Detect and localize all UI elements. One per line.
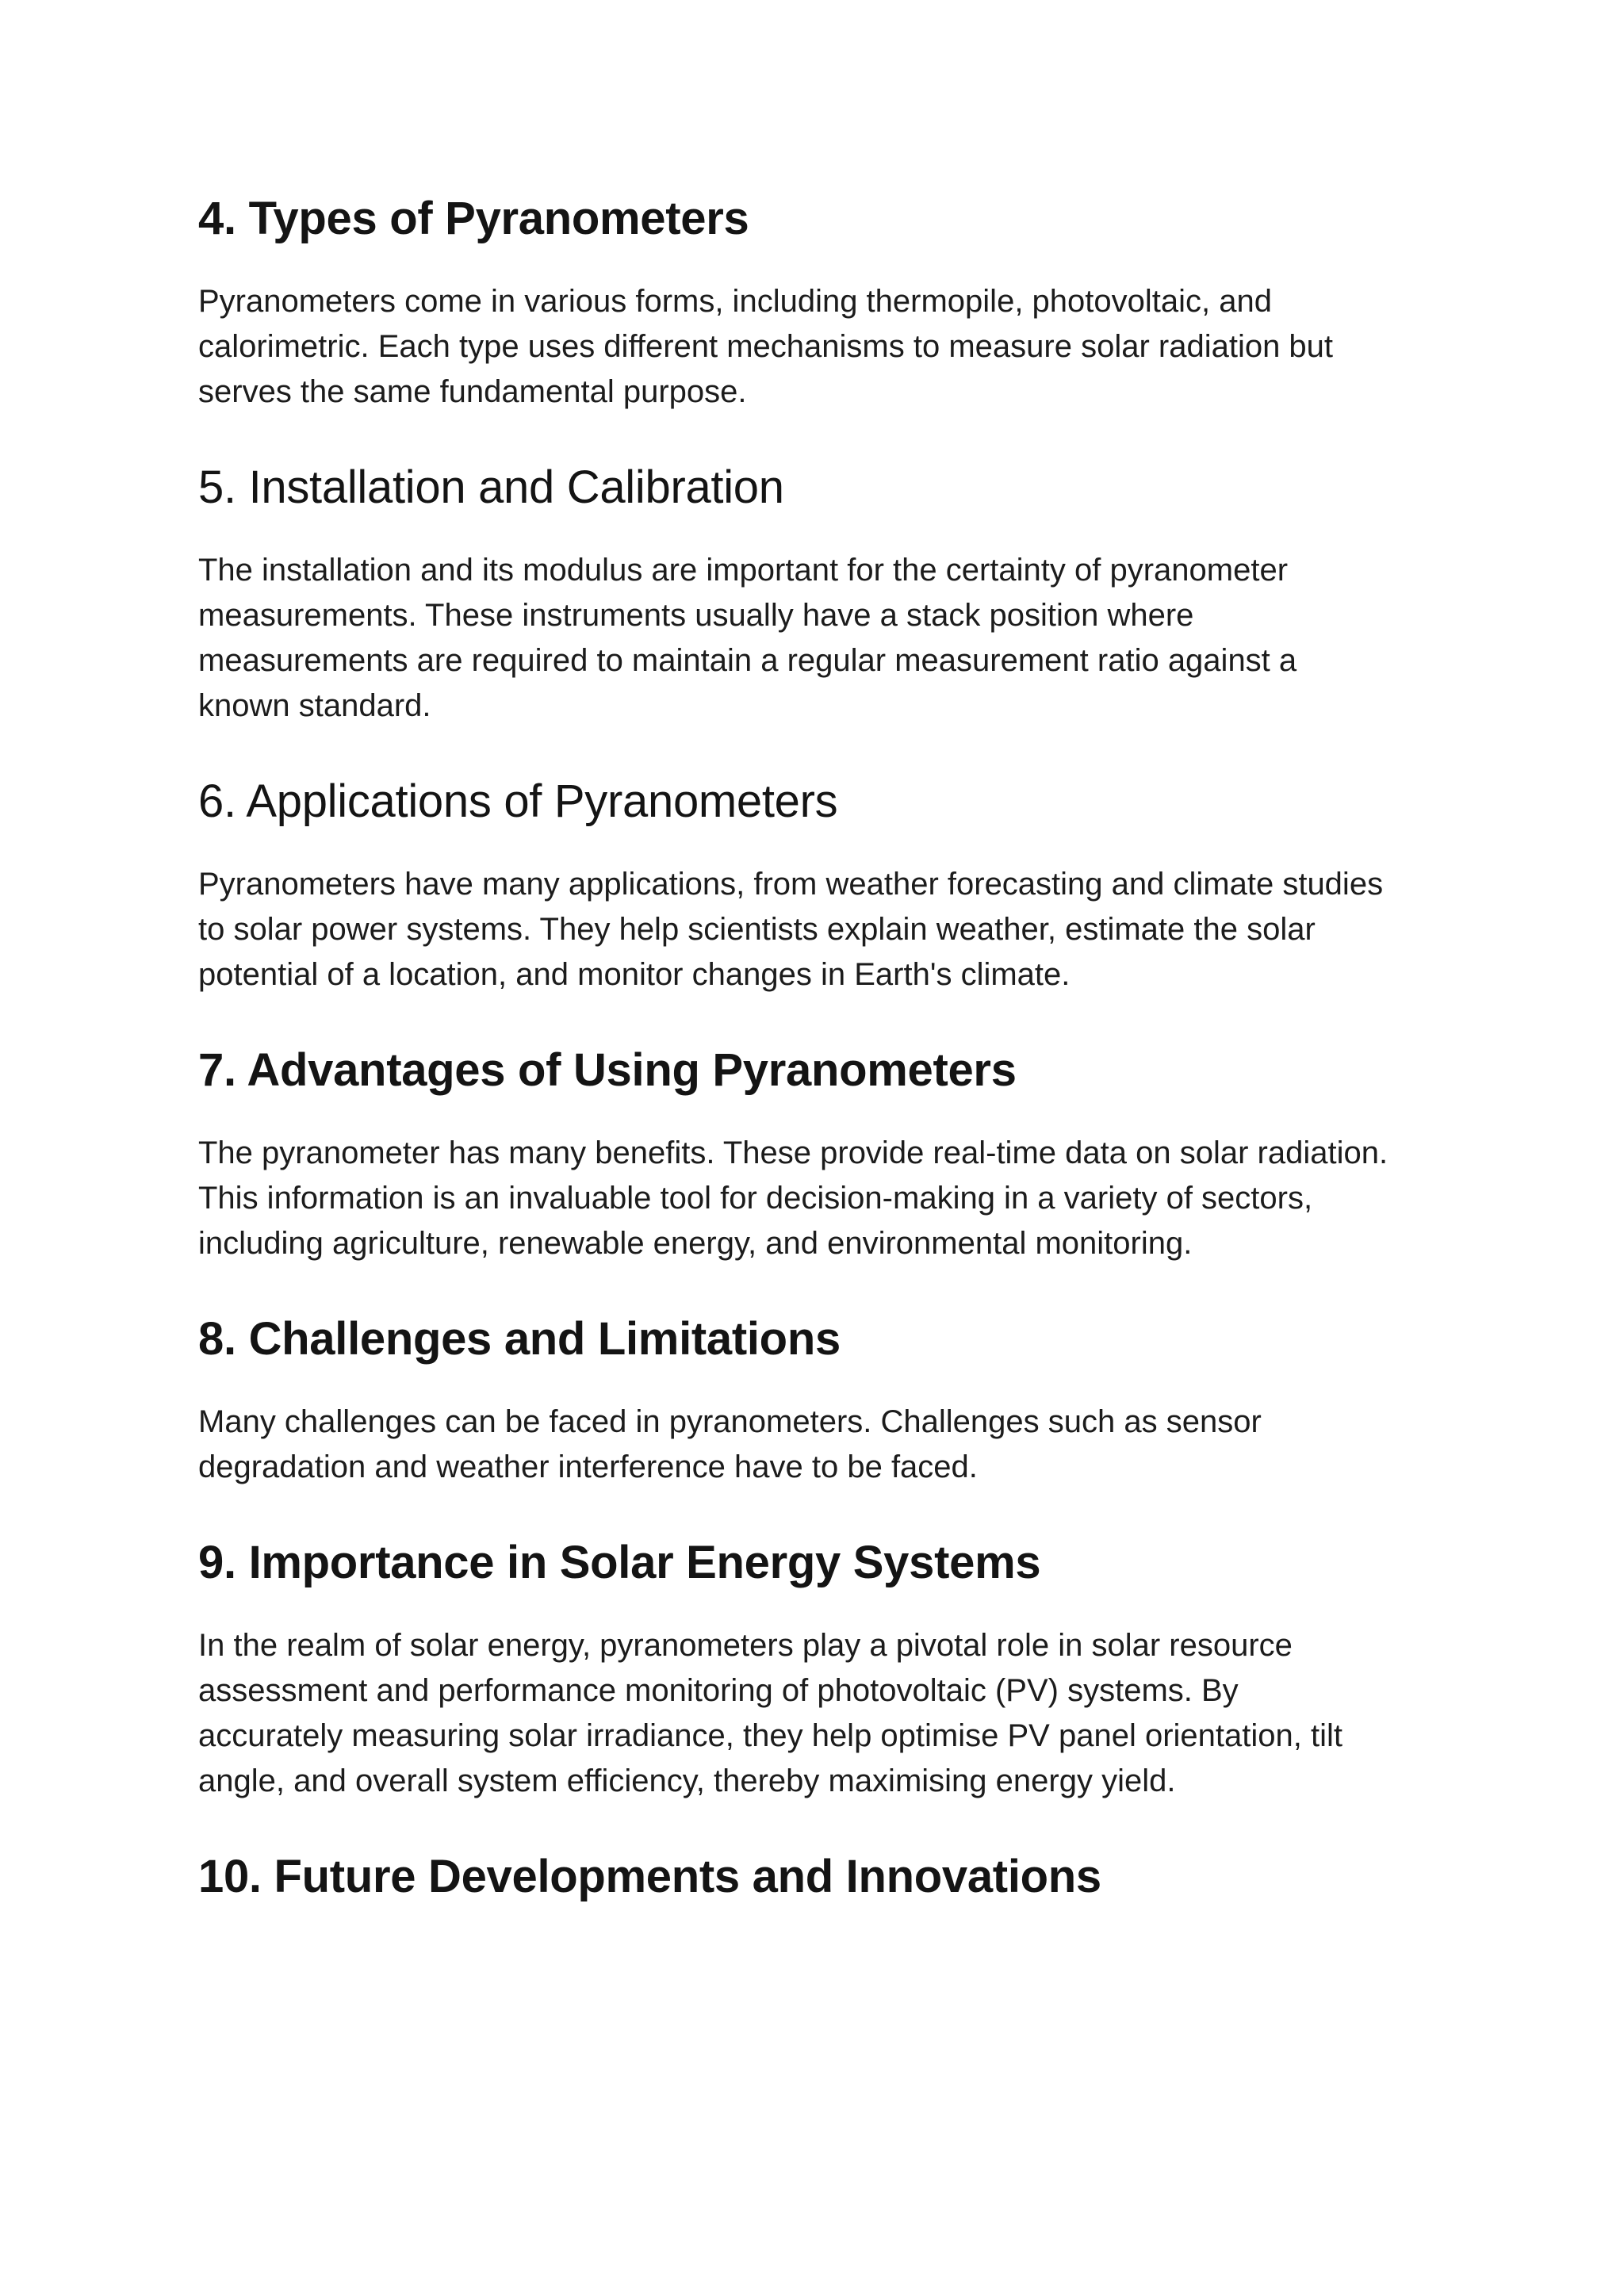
section-importance-in-solar-energy-systems	[198, 1534, 1451, 1804]
paragraph-line: accurately measuring solar irradiance, they help optimise PV panel orientation, tilt	[198, 1718, 1342, 1753]
paragraph-line: The installation and its modulus are important for the certainty of pyranometer	[198, 553, 1289, 588]
section-heading: 5. Installation and Calibration	[198, 461, 784, 513]
paragraph-line: Pyranometers have many applications, from weather forecasting and climate studies	[198, 867, 1384, 902]
section-applications-of-pyranometers	[198, 773, 1451, 998]
section-paragraph	[198, 279, 1451, 415]
section-heading: 7. Advantages of Using Pyranometers	[198, 1044, 1017, 1096]
section-advantages-of-using-pyranometers	[198, 1042, 1451, 1266]
section-installation-and-calibration	[198, 459, 1451, 729]
paragraph-line: angle, and overall system efficiency, thereby maximising energy yield.	[198, 1764, 1176, 1798]
paragraph-line: assessment and performance monitoring of photovoltaic (PV) systems. By	[198, 1673, 1239, 1708]
paragraph-line: In the realm of solar energy, pyranometers play a pivotal role in solar resource	[198, 1628, 1293, 1663]
paragraph-line: potential of a location, and monitor changes in Earth's climate.	[198, 957, 1071, 992]
section-types-of-pyranometers	[198, 190, 1451, 415]
paragraph-line: to solar power systems. They help scientists explain weather, estimate the solar	[198, 912, 1316, 947]
paragraph-line: degradation and weather interference have to be faced.	[198, 1450, 978, 1484]
section-paragraph	[198, 1400, 1451, 1490]
section-paragraph	[198, 862, 1451, 998]
section-heading: 8. Challenges and Limitations	[198, 1313, 841, 1365]
paragraph-line: Many challenges can be faced in pyranometers. Challenges such as sensor	[198, 1404, 1262, 1439]
section-challenges-and-limitations	[198, 1311, 1451, 1490]
section-paragraph	[198, 548, 1451, 729]
section-paragraph	[198, 1131, 1451, 1266]
paragraph-line: measurements are required to maintain a regular measurement ratio against a	[198, 643, 1297, 678]
paragraph-line: Pyranometers come in various forms, including thermopile, photovoltaic, and	[198, 284, 1272, 319]
paragraph-line: calorimetric. Each type uses different mechanisms to measure solar radiation but	[198, 329, 1334, 364]
section-paragraph	[198, 1623, 1451, 1804]
section-heading: 10. Future Developments and Innovations	[198, 1851, 1101, 1902]
paragraph-line: This information is an invaluable tool for decision-making in a variety of sectors,	[198, 1181, 1313, 1216]
section-future-developments-and-innovations	[198, 1848, 1451, 1905]
paragraph-line: measurements. These instruments usually have a stack position where	[198, 598, 1194, 633]
section-heading: 6. Applications of Pyranometers	[198, 776, 838, 827]
document-page	[198, 190, 1451, 1905]
section-heading: 4. Types of Pyranometers	[198, 193, 749, 244]
paragraph-line: serves the same fundamental purpose.	[198, 374, 747, 409]
section-heading: 9. Importance in Solar Energy Systems	[198, 1537, 1041, 1588]
paragraph-line: known standard.	[198, 688, 431, 723]
paragraph-line: The pyranometer has many benefits. These provide real-time data on solar radiation.	[198, 1136, 1388, 1170]
paragraph-line: including agriculture, renewable energy, and environmental monitoring.	[198, 1226, 1193, 1261]
